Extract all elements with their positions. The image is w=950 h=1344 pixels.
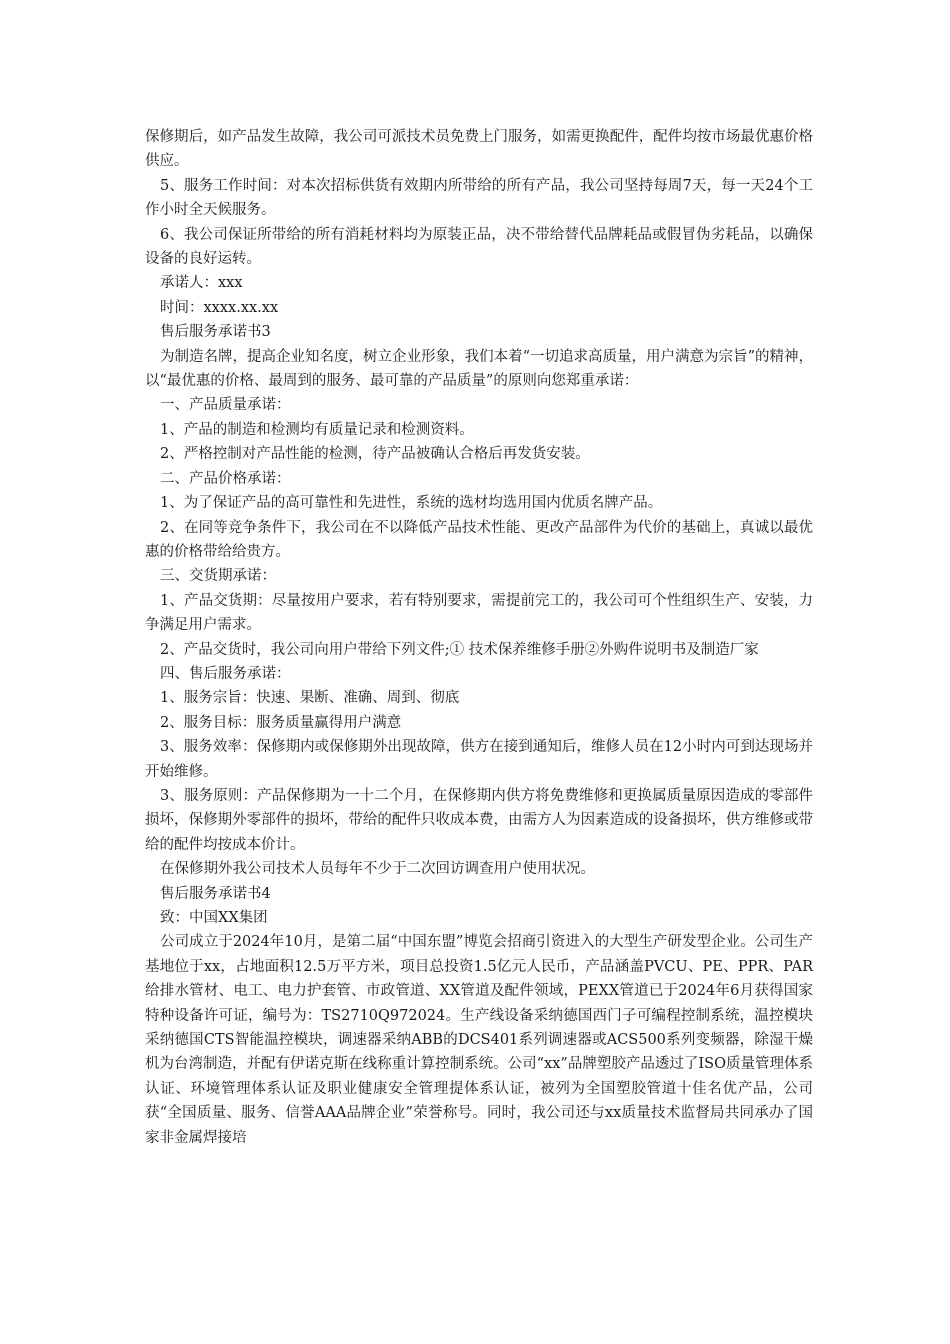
addressee-line: 致：中国XX集团 (160, 910, 268, 926)
paragraph: 5、服务工作时间：对本次招标供货有效期内所带给的所有产品，我公司坚持每周7天，每一天24个工作小时全天候服务。 (145, 177, 813, 219)
paragraph: 在保修期外我公司技术人员每年不少于二次回访调查用户使用状况。 (160, 861, 595, 878)
paragraph: 为制造名牌，提高企业知名度，树立企业形象，我们本着“一切追求高质量，用户满意为宗旨”的精神，以“最优惠的价格、最周到的服务、最可靠的产品质量”的原则向您郑重承诺： (145, 348, 813, 390)
paragraph: 6、我公司保证所带给的所有消耗材料均为原装正品，决不带给替代品牌耗品或假冒伪劣耗品，以确保设备的良好运转。 (145, 226, 813, 268)
paragraph: 1、产品的制造和检测均有质量记录和检测资料。 (160, 421, 474, 438)
paragraph: 3、服务效率：保修期内或保修期外出现故障，供方在接到通知后，维修人员在12小时内可到达现场并开始维修。 (145, 739, 813, 780)
paragraph: 2、在同等竞争条件下，我公司在不以降低产品技术性能、更改产品部件为代价的基础上，真诚以最优惠的价格带给给贵方。 (145, 519, 813, 560)
paragraph: 3、服务原则：产品保修期为一十二个月，在保修期内供方将免费维修和更换属质量原因造成的零部件损坏，保修期外零部件的损坏，带给的配件只收成本费，由需方人为因素造成的设备损坏，供方维修或带给的配件均按成本价计。 (145, 787, 813, 853)
section-heading: 四、售后服务承诺： (160, 665, 291, 682)
document-body (145, 125, 813, 1150)
paragraph: 公司成立于2024年10月，是第二届“中国东盟”博览会招商引资进入的大型生产研发型企业。公司生产基地位于xx，占地面积12.5万平方米，项目总投资1.5亿元人民币，产品涵盖PVCU、PE、PPR、PAR给排水管材、电工、电力护套管、市政管道、XX管道及配件领域，PEXX管道已于2024年6月获得国家特种设备许可证，编号为：TS2710Q972024。生产线设备采纳德国西门子可编程控制系统，温控模块采纳德国CTS智能温控模块，调速器采纳ABB的DCS401系列调速器或ACS500系列变频器，除湿干燥机为台湾制造，并配有伊诺克斯在线称重计算控制系统。公司“xx”品牌塑胶产品透过了ISO质量管理体系认证、环境管理体系认证及职业健康安全管理提体系认证，被列为全国塑胶管道十佳名优产品，公司获“全国质量、服务、信誉AAA品牌企业”荣誉称号。同时，我公司还与xx质量技术监督局共同承办了国家非金属焊接培 (145, 934, 813, 1146)
paragraph: 1、服务宗旨：快速、果断、准确、周到、彻底 (160, 690, 460, 707)
section-title: 售后服务承诺书3 (160, 324, 271, 341)
section-heading: 三、交货期承诺： (160, 568, 276, 585)
paragraph: 2、产品交货时，我公司向用户带给下列文件;① 技术保养维修手册②外购件说明书及制造厂家 (160, 641, 759, 658)
paragraph: 1、为了保证产品的高可靠性和先进性，系统的选材均选用国内优质名牌产品。 (160, 495, 663, 512)
paragraph: 1、产品交货期：尽量按用户要求，若有特别要求，需提前完工的，我公司可个性组织生产、安装，力争满足用户需求。 (145, 592, 813, 634)
date-line: 时间：xxxx.xx.xx (160, 299, 279, 316)
paragraph: 2、严格控制对产品性能的检测，待产品被确认合格后再发货安装。 (160, 446, 590, 463)
section-heading: 一、产品质量承诺： (160, 397, 291, 414)
paragraph: 2、服务目标：服务质量赢得用户满意 (160, 714, 402, 731)
section-heading: 二、产品价格承诺： (160, 470, 291, 487)
paragraph: 保修期后，如产品发生故障，我公司可派技术员免费上门服务，如需更换配件，配件均按市场最优惠价格供应。 (145, 129, 813, 170)
signatory-line: 承诺人：xxx (160, 275, 243, 292)
section-title: 售后服务承诺书4 (160, 885, 271, 902)
